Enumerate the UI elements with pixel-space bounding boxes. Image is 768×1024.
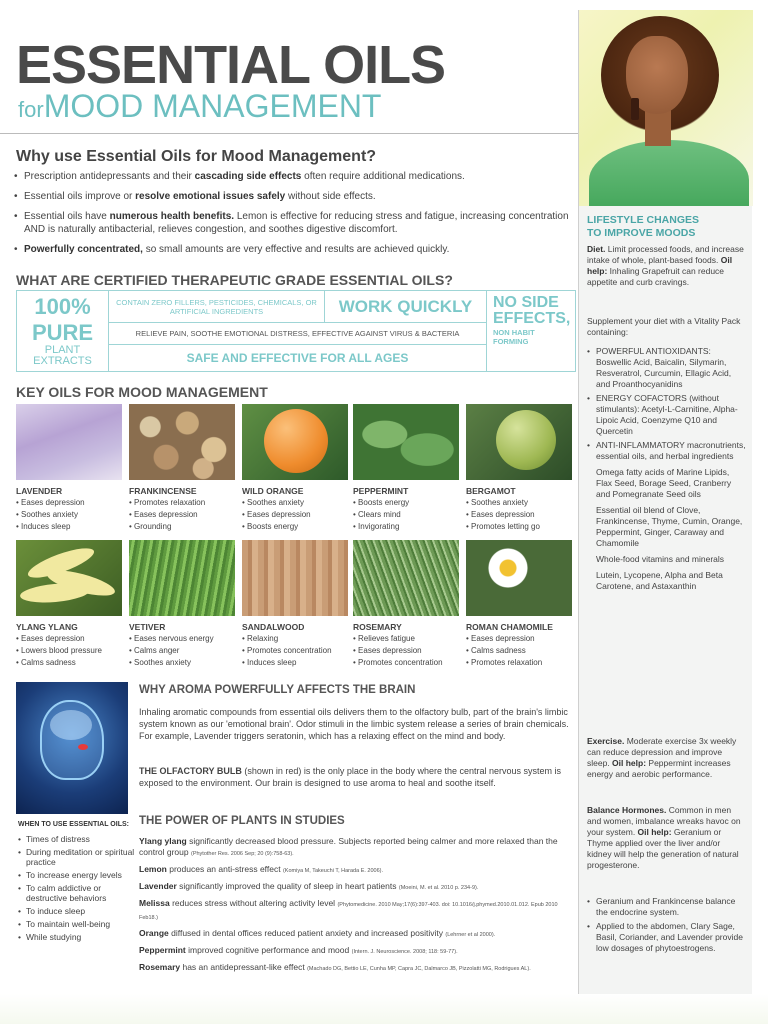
- when-heading: WHEN TO USE ESSENTIAL OILS:: [18, 821, 129, 828]
- pure-percent: 100%: [34, 294, 91, 319]
- oil-name: WILD ORANGE: [242, 486, 304, 496]
- rosemary-photo: [353, 540, 459, 616]
- ylang-ylang-photo: [16, 540, 122, 616]
- non-habit-text: NON HABIT FORMING: [493, 328, 535, 346]
- lifestyle-heading: LIFESTYLE CHANGES TO IMPROVE MOODS: [587, 214, 700, 239]
- oil-card-peppermint: PEPPERMINT • Boosts energy • Clears mind • Invigorating: [353, 404, 459, 533]
- when-item: • To calm addictive or destructive behaviors: [18, 883, 136, 903]
- oil-name: YLANG YLANG: [16, 622, 78, 632]
- bergamot-photo: [466, 404, 572, 480]
- when-item: • To maintain well-being: [18, 919, 136, 929]
- oil-name: BERGAMOT: [466, 486, 516, 496]
- oil-card-lavender: LAVENDER • Eases depression • Soothes anxiety • Induces sleep: [16, 404, 122, 533]
- page-subtitle: [18, 90, 381, 122]
- diet-paragraph: Diet. Limit processed foods, and increase intake of whole, plant-based foods. Oil help: Inhaling Grapefruit can reduce appetite and curb cravings.: [587, 244, 744, 287]
- oil-name: PEPPERMINT: [353, 486, 409, 496]
- subtitle-for: for: [18, 97, 44, 122]
- when-item: • While studying: [18, 932, 136, 942]
- peppermint-photo: [353, 404, 459, 480]
- why-heading: Why use Essential Oils for Mood Management?: [16, 148, 377, 165]
- relieve-cell: RELIEVE PAIN, SOOTHE EMOTIONAL DISTRESS, EFFECTIVE AGAINST VIRUS & BACTERIA: [109, 323, 487, 345]
- supplement-subitem: Essential oil blend of Clove, Frankincense, Thyme, Cumin, Orange, Peppermint, Ginger, Caraway and Chamomile: [596, 505, 743, 548]
- study-item: Lemon produces an anti-stress effect (Komiya M, Takeuchi T, Harada E. 2006).: [139, 864, 384, 874]
- olfactory-paragraph: THE OLFACTORY BULB (shown in red) is the only place in the body where the central nervous system is exposed to the environment. Our brain is designed to use aroma to heal and soothe itself.: [139, 766, 562, 788]
- oil-name: FRANKINCENSE: [129, 486, 197, 496]
- oil-bottle-icon: [631, 98, 639, 120]
- no-side-text: NO SIDE EFFECTS,: [493, 294, 571, 327]
- sandalwood-photo: [242, 540, 348, 616]
- oil-card-sandalwood: SANDALWOOD • Relaxing • Promotes concentration • Induces sleep: [242, 540, 348, 669]
- woman-photo: [579, 10, 753, 206]
- oil-card-rosemary: ROSEMARY • Relieves fatigue • Eases depression • Promotes concentration: [353, 540, 459, 669]
- supplement-subitem: Omega fatty acids of Marine Lipids, Flax Seed, Borage Seed, Cranberry and Pomegranate Seed oils: [596, 467, 732, 499]
- oil-card-wild-orange: WILD ORANGE • Soothes anxiety • Eases depression • Boosts energy: [242, 404, 348, 533]
- lifestyle-sidebar: [578, 10, 752, 994]
- oil-name: ROMAN CHAMOMILE: [466, 622, 553, 632]
- balance-item: • Geranium and Frankincense balance the endocrine system.: [587, 896, 747, 918]
- why-list: [14, 170, 570, 263]
- supplement-paragraph: Supplement your diet with a Vitality Pack containing:: [587, 316, 741, 337]
- lavender-photo: [16, 404, 122, 480]
- when-item: • Times of distress: [18, 834, 136, 844]
- bottom-strip: [0, 994, 768, 1024]
- frankincense-photo: [129, 404, 235, 480]
- supplement-subitem: Whole-food vitamins and minerals: [596, 554, 725, 564]
- study-item: Peppermint improved cognitive performance and mood (Intern. J. Neuroscience. 2008; 118: 59-77).: [139, 945, 458, 955]
- studies-list: [139, 836, 571, 979]
- oil-name: SANDALWOOD: [242, 622, 305, 632]
- supplement-subitem: Lutein, Lycopene, Alpha and Beta Carotene, and Astaxanthin: [596, 570, 723, 591]
- pure-word: PURE: [31, 320, 94, 345]
- oil-name: VETIVER: [129, 622, 166, 632]
- zero-fillers-cell: CONTAIN ZERO FILLERS, PESTICIDES, CHEMICALS, OR ARTIFICIAL INGREDIENTS: [109, 291, 325, 323]
- when-item: • During meditation or spiritual practice: [18, 847, 136, 867]
- certified-box: [16, 290, 576, 372]
- power-heading: THE POWER OF PLANTS IN STUDIES: [139, 815, 345, 827]
- roman-chamomile-photo: [466, 540, 572, 616]
- study-item: Orange diffused in dental offices reduced patient anxiety and increased positivity (Lehrner et al 2000).: [139, 928, 496, 938]
- pure-cell: [17, 291, 109, 371]
- oil-card-bergamot: BERGAMOT • Soothes anxiety • Eases depression • Promotes letting go: [466, 404, 572, 533]
- when-list: [18, 834, 136, 945]
- supplement-list: [587, 346, 747, 595]
- balance-list: [587, 896, 747, 957]
- study-item: Ylang ylang significantly decreased blood pressure. Subjects reported being calmer and more relaxed than the control group (Phytother Res. 2006 Sep; 20 (9):758-63).: [139, 836, 558, 857]
- page-title: ESSENTIAL OILS: [16, 35, 446, 95]
- pure-sub: PLANT EXTRACTS: [33, 344, 92, 367]
- aroma-paragraph: Inhaling aromatic compounds from essential oils delivers them to the olfactory bulb, part of the brain's limbic system known as our 'emotional brain'. Odor stimuli in the limbic system release a series of brain chemicals. For example, Lavender triggers seratonin, which has a relaxing effect on the mind and body.: [139, 707, 569, 741]
- supplement-item: • ANTI-INFLAMMATORY macronutrients, essential oils, and herbal ingredients: [587, 440, 747, 462]
- subtitle-text: MOOD MANAGEMENT: [43, 88, 382, 124]
- balance-paragraph: Balance Hormones. Common in men and women, imbalance wreaks havoc on your system. Oil help: Geranium or Thyme applied over the liver and/or kidney will help the generation of natural progesterone.: [587, 805, 741, 870]
- supplement-item: • ENERGY COFACTORS (without stimulants): Acetyl-L-Carnitine, Alpha-Lipoic Acid, Coenzyme Q10 and Quercetin: [587, 393, 747, 437]
- why-item: • Essential oils improve or resolve emotional issues safely without side effects.: [14, 190, 570, 203]
- brain-illustration: [16, 682, 128, 814]
- why-item: • Powerfully concentrated, so small amounts are very effective and results are achieved quickly.: [14, 243, 570, 256]
- oil-name: LAVENDER: [16, 486, 63, 496]
- oil-card-frankincense: FRANKINCENSE • Promotes relaxation • Eases depression • Grounding: [129, 404, 235, 533]
- why-item: • Prescription antidepressants and their cascading side effects often require additional medications.: [14, 170, 570, 183]
- key-oils-heading: KEY OILS FOR MOOD MANAGEMENT: [16, 384, 268, 400]
- header-divider: [0, 133, 578, 134]
- work-quickly-cell: WORK QUICKLY: [325, 291, 487, 323]
- when-item: • To increase energy levels: [18, 870, 136, 880]
- wild-orange-photo: [242, 404, 348, 480]
- vetiver-photo: [129, 540, 235, 616]
- why-item: • Essential oils have numerous health benefits. Lemon is effective for reducing stress and fatigue, increasing concentration AND is naturally antibacterial, relieves congestion, and soothes digestive discomfort.: [14, 210, 570, 236]
- brain-icon: [50, 710, 92, 740]
- certified-heading: WHAT ARE CERTIFIED THERAPEUTIC GRADE ESSENTIAL OILS?: [16, 272, 453, 288]
- oil-card-vetiver: VETIVER • Eases nervous energy • Calms anger • Soothes anxiety: [129, 540, 235, 669]
- study-item: Rosemary has an antidepressant-like effect (Machado DG, Bettio LE, Cunha MP, Capra JC, Dalmarco JB, Pizzolatti MG, Rodrigues AL).: [139, 962, 531, 972]
- balance-item: • Applied to the abdomen, Clary Sage, Basil, Coriander, and Lavender provide low dosages of phytoestrogens.: [587, 921, 747, 954]
- supplement-item: • POWERFUL ANTIOXIDANTS: Boswellic Acid, Baicalin, Silymarin, Resveratrol, Curcumin, Ellagic Acid, and Proanthocyanidins: [587, 346, 747, 390]
- when-item: • To induce sleep: [18, 906, 136, 916]
- oil-card-ylang-ylang: YLANG YLANG • Eases depression • Lowers blood pressure • Calms sadness: [16, 540, 122, 669]
- aroma-heading: WHY AROMA POWERFULLY AFFECTS THE BRAIN: [139, 684, 416, 696]
- study-item: Lavender significantly improved the quality of sleep in heart patients (Moeini, M. et al. 2010 p. 234-9).: [139, 881, 479, 891]
- exercise-paragraph: Exercise. Moderate exercise 3x weekly can reduce depression and improve sleep. Oil help: Peppermint increases energy and aerobic performance.: [587, 736, 737, 779]
- safe-cell: SAFE AND EFFECTIVE FOR ALL AGES: [109, 345, 487, 371]
- oil-name: ROSEMARY: [353, 622, 402, 632]
- olfactory-bulb-icon: [78, 744, 88, 750]
- study-item: Melissa reduces stress without altering activity level (Phytomedicine. 2010 May;17(6):397-403. doi: 10.1016/j.phymed.2010.01.012. Epub 2010 Feb18.): [139, 898, 558, 921]
- no-side-effects-cell: [487, 291, 575, 371]
- oil-card-roman-chamomile: ROMAN CHAMOMILE • Eases depression • Calms sadness • Promotes relaxation: [466, 540, 572, 669]
